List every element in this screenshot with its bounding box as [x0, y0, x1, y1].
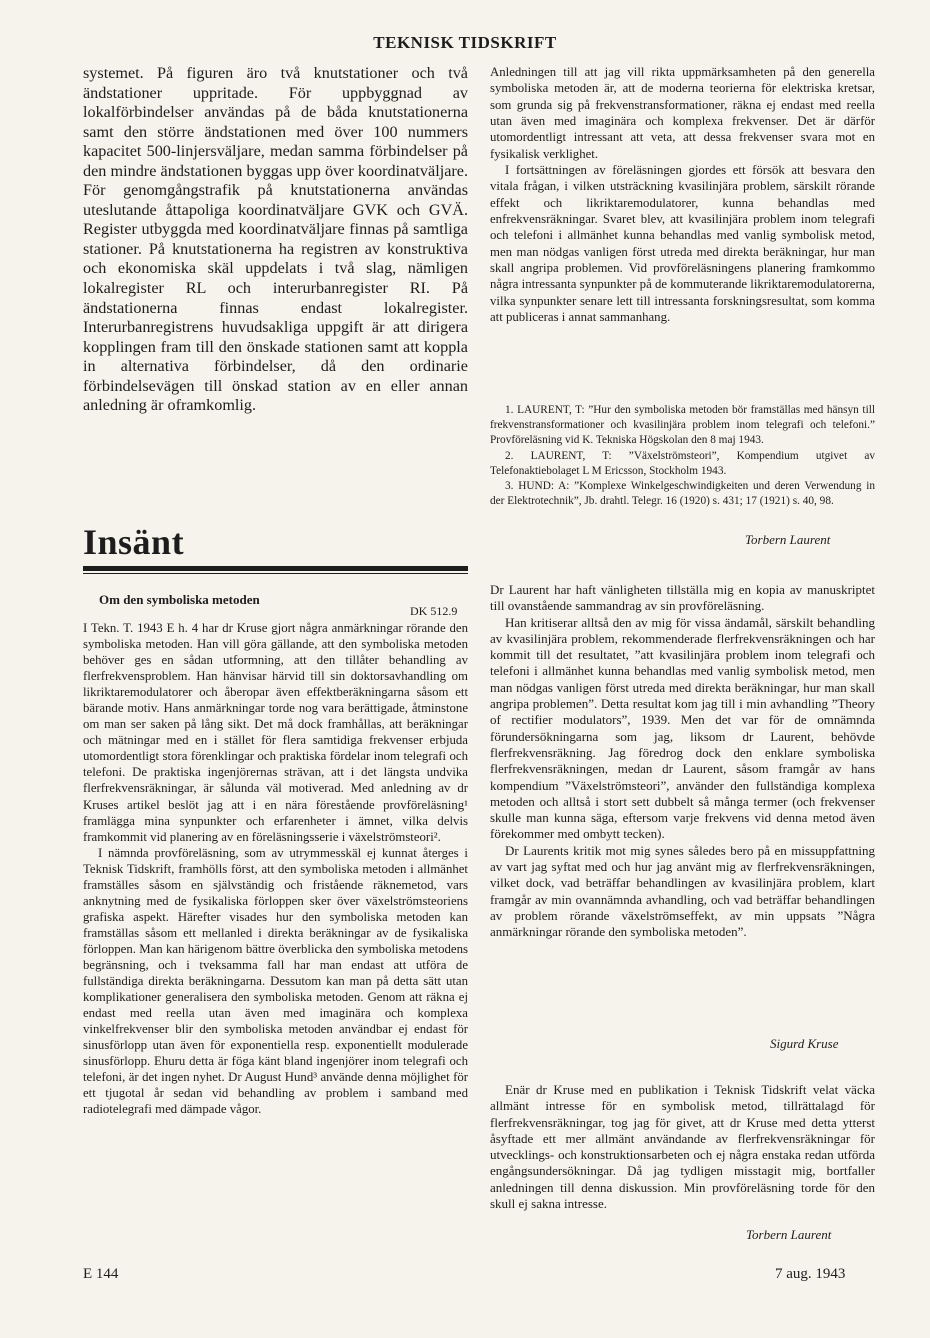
heading-rule-thin — [83, 573, 468, 574]
reference-item: 3. HUND: A: ”Komplexe Winkelgeschwindigkeiten und deren Verwendung in der Elektrotechnik”, Jb. drahtl. Telegr. 16 (1920) s. 431; 17 (1921) s. 40, 98. — [490, 480, 875, 508]
column-right-continuation — [490, 64, 875, 326]
column-left-article — [83, 620, 468, 1117]
reference-item: 2. LAURENT, T: ”Växelströmsteori”, Kompendium utgivet av Telefonaktiebolaget L M Ericsson, Stockholm 1943. — [490, 449, 875, 477]
column-right-rejoinder — [490, 1082, 875, 1212]
paragraph: Han kritiserar alltså den av mig för vissa ändamål, särskilt behandling av kvasilinjära problem, rekommenderade flerfrekvensräkningen och har kommit till det resultatet, ”att kvasilinjära problem inom telegrafi och telefoni i allmänhet kunna behandlas med vanlig symbolisk metod, men man nödgas vanligen först utreda med direkta beräkningar, hur man skall angripa problemen”. Detta resultat kom jag till i min avhandling ”Theory of rectifier modulators”, 1939. Men det var för de omnämnda förundersökningarna som jag, liksom dr Laurent, behövde flerfrekvensräkning. Jag föredrog dock den enklare symboliska flerfrekvensräkningen, medan dr Laurent, såsom framgår av hans kompendium ”Växelströmsteori”, använder den fullständiga komplexa metoden och alltså i stort sett dubbelt så många termer (och frekvenser skulle man kunna säga, eftersom varje frekvens vid denna metod även förekommer med ombytt tecken). — [490, 614, 875, 842]
signature-laurent: Torbern Laurent — [745, 532, 831, 547]
signature-laurent-final: Torbern Laurent — [746, 1227, 832, 1242]
column-left-top — [83, 64, 468, 416]
heading-rule-thick — [83, 566, 468, 571]
paragraph: I nämnda provföreläsning, som av utrymmesskäl ej kunnat återges i Teknisk Tidskrift, framhölls först, att den symboliska metoden i allmänhet framställes såsom en självständig och fristående räknemetod, vars anknytning med de fysikaliska förloppen sker över växelströmsteoriens grafiska aspekt. Härefter visades hur den symboliska metoden kan framställas såsom ett mellanled i direkta beräkningar av de fysikaliska förloppen. Man kan härigenom bättre överblicka den symboliska metodens begränsning, och i tveksamma fall har man endast att utföra de fullständiga direkta beräkningarna. Dessutom kan man på detta sätt utan komplikationer generalisera den symboliska metoden. Genom att räkna ej endast med reella utan även med imaginära och komplexa vinkelfrekvenser blir den symboliska metoden användbar ej endast för sinusförlopp utan även för exponentiella resp. exponentiellt modulerade sinusförlopp. Ehuru detta är föga känt bland ingenjörer inom telegrafi och telefoni, är det ingen nyhet. Dr August Hund³ använde denna möjlighet för ett tjugotal år sedan vid behandling av problem i samband med radiotelegrafi med dämpade vågor. — [83, 845, 468, 1117]
references — [490, 403, 875, 509]
paragraph: Dr Laurents kritik mot mig synes således bero på en missuppfattning av vart jag syftat med och hur jag använt mig av flerfrekvensräkningen, vilket dock, vad beträffar behandlingen av kvasilinjära problem, klart framgår av min ovannämnda avhandling, och vad beträffar behandlingen av problem rörande växelströmseffekt, av min uppsats ”Några anmärkningar rörande den symboliska metoden”. — [490, 842, 875, 940]
paragraph: I fortsättningen av föreläsningen gjordes ett försök att besvara den vitala frågan, i vilken utsträckning kvasilinjära problem, särskilt rörande effekt och likriktaremodulatorer, kunna behandlas med enfrekvensräkningar. Svaret blev, att kvasilinjära problem inom telegrafi och telefoni i allmänhet kunna behandlas med vanlig symbolisk metod, men man nödgas vanligen först utreda med direkta beräkningar, hur man skall angripa problemen. Vid provföreläsningens planering framkommo några intressanta synpunkter på de kommuterande likriktaremodulatorerna, vilka synpunkter senare lett till intressanta forskningsresultat, som komma att publiceras i annat sammanhang. — [490, 163, 875, 325]
section-heading: Insänt — [83, 522, 185, 562]
paragraph: Anledningen till att jag vill rikta uppmärksamheten på den generella symboliska metoden är, att de moderna teorierna för elektriska kretsar, som grunda sig på frekvenstransformationer, räkna ej endast med reella utan även med imaginära och komplexa frekvenser. Det är därför utomordentligt intressant att veta, att dessa frekvenser svara mot en fysikalisk verklighet. — [490, 65, 875, 161]
paragraph: systemet. På figuren äro två knutstationer och två ändstationer uppritade. För uppbyggnad av lokalförbindelser användas på de båda knutstationerna samt den större ändstationen med över 100 nummers kapacitet 500-linjersväljare, medan samma förbindelser på den mindre ändstationen byggas upp över koordinatväljare. För genomgångstrafik på knutstationerna användas uteslutande åttapoliga koordinatväljare GVK och GVÄ. Register utbyggda med koordinatväljare finnas på samtliga stationer. På knutstationerna ha registren av konstruktiva och ekonomiska skäl uppdelats i två slag, nämligen lokalregister RL och interurbanregister RI. På ändstationerna finnas endast lokalregister. Interurbanregistrens huvudsakliga uppgift är att dirigera kopplingen fram till den önskade stationen samt att koppla in alternativa förbindelser, då den ordinarie förbindelsevägen till önskad station av en eller annan anledning är oframkomlig. — [83, 64, 468, 415]
column-right-reply — [490, 582, 875, 941]
dk-code: DK 512.9 — [410, 604, 458, 618]
paragraph: Enär dr Kruse med en publikation i Teknisk Tidskrift velat väcka allmänt intresse för en symbolisk metod, tillrättalagd för flerfrekvensräkningar, tog jag för givet, att dr Kruse med detta ytterst åsyftade ett mer allmänt användande av flerfrekvensräkningar för utvecklings- och konstruktionsarbeten och ej några enstaka redan utförda engångsundersökningar. Då jag tydligen misstagit mig, bortfaller anledningen till denna diskussion. Min provföreläsning torde för den skull ej sakna intresse. — [490, 1082, 875, 1212]
issue-date: 7 aug. 1943 — [775, 1266, 846, 1282]
paragraph: Dr Laurent har haft vänligheten tillställa mig en kopia av manuskriptet till ovanstående sammandrag av sin provföreläsning. — [490, 582, 875, 614]
paragraph: I Tekn. T. 1943 E h. 4 har dr Kruse gjort några anmärkningar rörande den symboliska metoden. Han vill göra gällande, att den symboliska metoden behöver ges en sådan utformning, att den tillåter behandling av flerfrekvensproblem. Han hänvisar härvid till sin doktorsavhandling om likriktaremodulatorer och åberopar även effektberäkningarna såsom ett bärande motiv. Hans anmärkningar torde nog vara berättigade, åtminstone om man ser saken på lång sikt. Det må dock framhållas, att beräkningar och mätningar med en i stället för flera samtidiga frekvenser erbjuda utomordentligt stora förenklingar och praktiska fördelar inom telegrafi och telefoni. De praktiska ingenjörernas strävan, att i det längsta undvika flerfrekvensräkningar, är sålunda väl motiverad. Med anledning av dr Kruses artikel beslöt jag att i en nära förestående provföreläsning¹ framlägga mina synpunkter och erfarenheter i ämnet, vilka delvis framkommit vid planering av en föreläsningsserie i växelströmsteori². — [83, 621, 468, 844]
page-number: E 144 — [83, 1266, 119, 1282]
reference-item: 1. LAURENT, T: ”Hur den symboliska metoden bör framställas med hänsyn till frekvenstransformationer och kvasilinjära problem inom telegrafi och telefoni.” Provföreläsning vid K. Tekniska Högskolan den 8 maj 1943. — [490, 404, 875, 447]
signature-kruse: Sigurd Kruse — [770, 1036, 839, 1051]
journal-masthead: TEKNISK TIDSKRIFT — [373, 33, 557, 52]
article-title: Om den symboliska metoden — [99, 592, 260, 607]
